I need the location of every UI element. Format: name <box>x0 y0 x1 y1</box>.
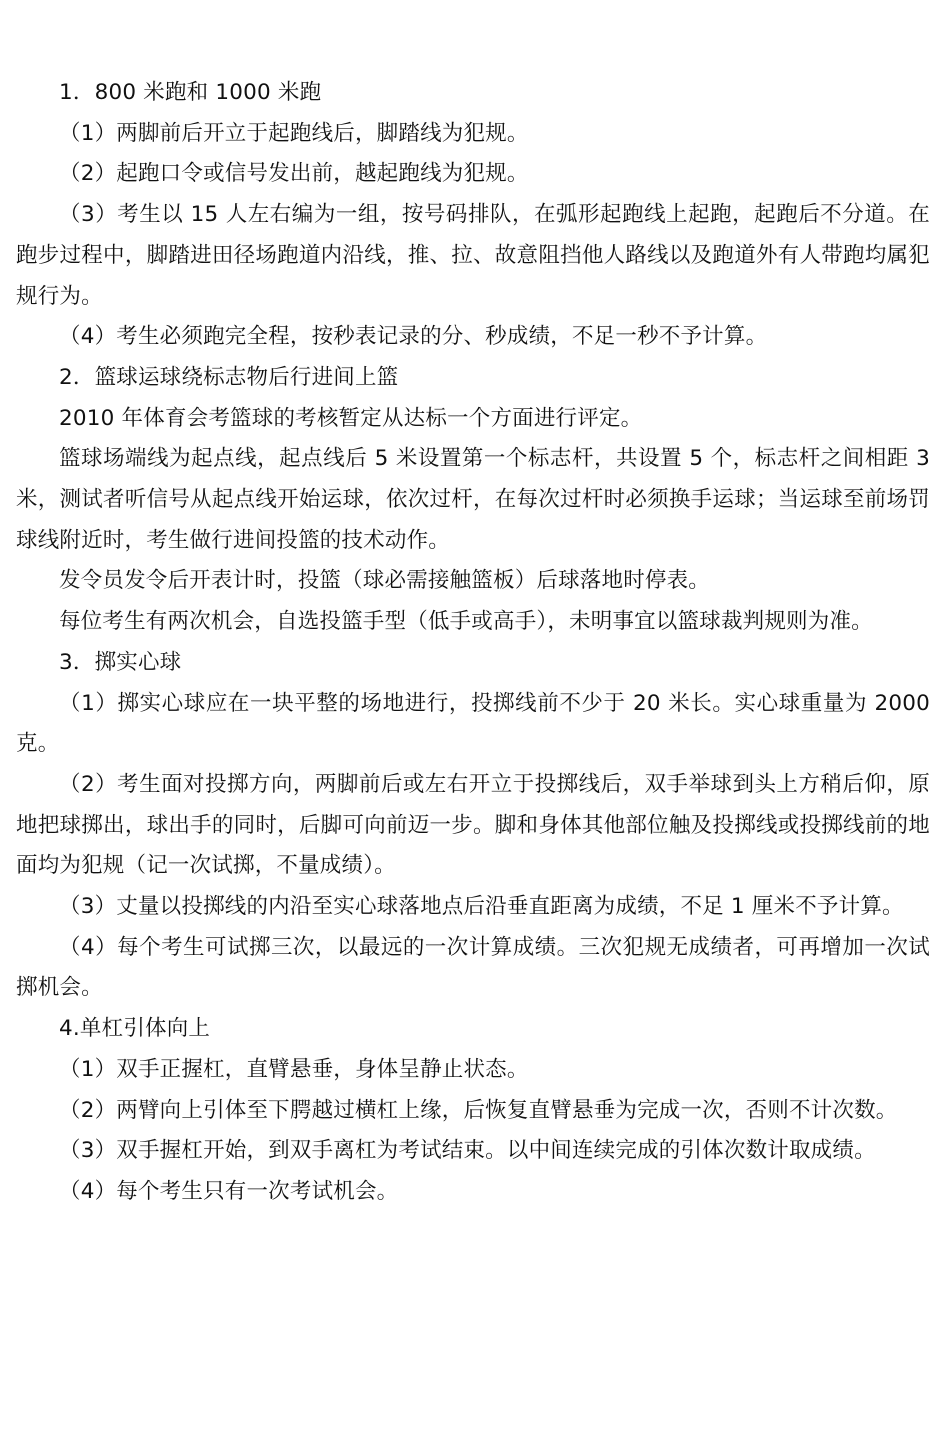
running-rule-3: （3）考生以 15 人左右编为一组，按号码排队，在弧形起跑线上起跑，起跑后不分道。在跑步过程中，脚踏进田径场跑道内沿线，推、拉、故意阻挡他人路线以及跑道外有人带跑均属犯规行为。 <box>16 202 930 309</box>
running-rule-1: （1）两脚前后开立于起跑线后，脚踏线为犯规。 <box>59 120 529 146</box>
shot-put-rule-3: （3）丈量以投掷线的内沿至实心球落地点后沿垂直距离为成绩，不足 1 厘米不予计算。 <box>59 894 904 920</box>
pull-up-rule-4: （4）每个考生只有一次考试机会。 <box>59 1178 399 1204</box>
section-heading-pull-up: 4.单杠引体向上 <box>59 1016 211 1042</box>
shot-put-rule-4: （4）每个考生可试掷三次，以最远的一次计算成绩。三次犯规无成绩者，可再增加一次试掷机会。 <box>16 934 930 1001</box>
shot-put-rule-2: （2）考生面对投掷方向，两脚前后或左右开立于投掷线后，双手举球到头上方稍后仰，原地把球掷出，球出手的同时，后脚可向前迈一步。脚和身体其他部位触及投掷线或投掷线前的地面均为犯规（记一次试掷，不量成绩）。 <box>16 771 930 879</box>
running-rule-2: （2）起跑口令或信号发出前，越起跑线为犯规。 <box>59 161 529 187</box>
pull-up-rule-1: （1）双手正握杠，直臂悬垂，身体呈静止状态。 <box>59 1056 529 1082</box>
pull-up-rule-2: （2）两臂向上引体至下腭越过横杠上缘，后恢复直臂悬垂为完成一次，否则不计次数。 <box>59 1097 898 1123</box>
section-heading-running: 1．800 米跑和 1000 米跑 <box>59 80 322 105</box>
basketball-paragraph-1: 2010 年体育会考篮球的考核暂定从达标一个方面进行评定。 <box>59 405 643 431</box>
basketball-paragraph-3: 发令员发令后开表计时，投篮（球必需接触篮板）后球落地时停表。 <box>59 568 711 594</box>
section-heading-basketball: 2．篮球运球绕标志物后行进间上篮 <box>59 364 399 390</box>
pull-up-rule-3: （3）双手握杠开始，到双手离杠为考试结束。以中间连续完成的引体次数计取成绩。 <box>59 1138 876 1164</box>
section-heading-shot-put: 3．掷实心球 <box>59 649 182 675</box>
basketball-paragraph-4: 每位考生有两次机会，自选投篮手型（低手或高手），未明事宜以篮球裁判规则为准。 <box>59 609 873 635</box>
shot-put-rule-1: （1）掷实心球应在一块平整的场地进行，投掷线前不少于 20 米长。实心球重量为 2000 克。 <box>16 690 930 757</box>
basketball-paragraph-2: 篮球场端线为起点线，起点线后 5 米设置第一个标志杆，共设置 5 个，标志杆之间相距 3 米，测试者听信号从起点线开始运球，依次过杆，在每次过杆时必须换手运球；当运球至前场罚球线附近时，考生做行进间投篮的技术动作。 <box>16 446 930 553</box>
running-rule-4: （4）考生必须跑完全程，按秒表记录的分、秒成绩，不足一秒不予计算。 <box>59 324 768 350</box>
